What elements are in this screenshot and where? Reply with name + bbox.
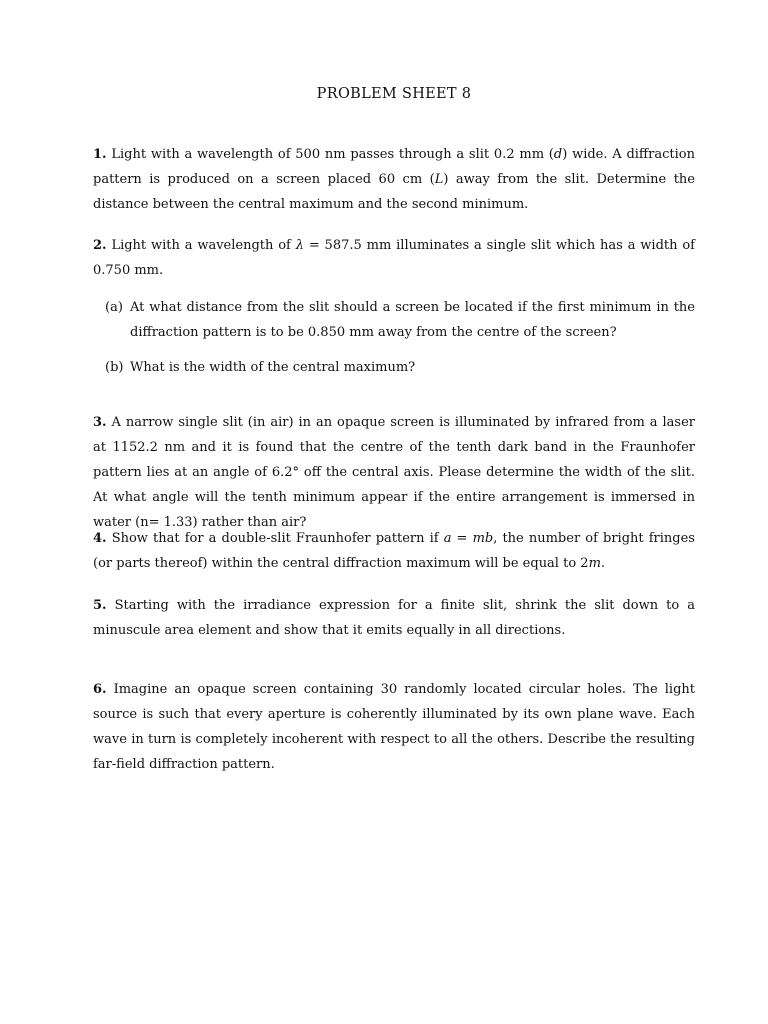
problem-number: 1.	[93, 147, 107, 162]
problem-2-part-b	[105, 355, 695, 380]
problem-text: ) wide. A diffraction pattern is produced on a screen placed 60 cm (	[93, 147, 695, 187]
problem-text: Imagine an opaque screen containing 30 randomly located circular holes. The light source is such that every aperture is coherently illuminated by its own plane wave. Each wave in turn is completely incoherent with respect to all the others. Describe the resulting far-field diffraction pattern.	[93, 682, 695, 772]
problem-1	[93, 142, 695, 217]
problem-number: 5.	[93, 598, 107, 613]
problem-number: 6.	[93, 682, 107, 697]
math-symbol: a	[443, 531, 452, 546]
problem-text: Light with a wavelength of 500 nm passes through a slit 0.2 mm (	[111, 147, 554, 162]
problem-text: Starting with the irradiance expression for a finite slit, shrink the slit down to a minuscule area element and show that it emits equally in all directions.	[93, 598, 695, 638]
subpart-label: (b)	[105, 360, 124, 375]
problem-number: 2.	[93, 238, 107, 253]
problem-4	[93, 526, 695, 576]
problem-text: A narrow single slit (in air) in an opaque screen is illuminated by infrared from a laser at 1152.2 nm and it is found that the centre of the tenth dark band in the Fraunhofer pattern lies at an angle of 6.2° off the central axis. Please determine the width of the slit. At what angle will the tenth minimum appear if the entire arrangement is immersed in water (n= 1.33) rather than air?	[93, 415, 695, 530]
problem-5	[93, 593, 695, 643]
problem-number: 3.	[93, 415, 107, 430]
problem-text: , the number of bright fringes (or parts thereof) within the central diffraction maximum will be equal to 2	[93, 531, 695, 571]
subpart-text: What is the width of the central maximum?	[130, 360, 416, 375]
problem-2-part-a	[105, 295, 695, 345]
math-symbol: m	[588, 556, 601, 571]
problem-number: 4.	[93, 531, 107, 546]
math-symbol: mb	[472, 531, 494, 546]
problem-text: = 587.5 mm illuminates a single slit which has a width of 0.750 mm.	[93, 238, 695, 278]
problem-3	[93, 410, 695, 535]
problem-text: Show that for a double-slit Fraunhofer pattern if	[111, 531, 444, 546]
problem-text: ) away from the slit. Determine the distance between the central maximum and the second minimum.	[93, 172, 695, 212]
page-title: PROBLEM SHEET 8	[316, 86, 472, 102]
problem-6	[93, 677, 695, 777]
math-symbol: d	[553, 147, 563, 162]
subpart-label: (a)	[105, 300, 123, 315]
problem-text: =	[451, 531, 473, 546]
problem-text: .	[600, 556, 606, 571]
math-symbol: λ	[295, 238, 304, 253]
problem-2	[93, 233, 695, 283]
problem-text: Light with a wavelength of	[111, 238, 296, 253]
math-symbol: L	[434, 172, 444, 187]
subpart-text: At what distance from the slit should a screen be located if the first minimum in the diffraction pattern is to be 0.850 mm away from the centre of the screen?	[130, 300, 695, 340]
